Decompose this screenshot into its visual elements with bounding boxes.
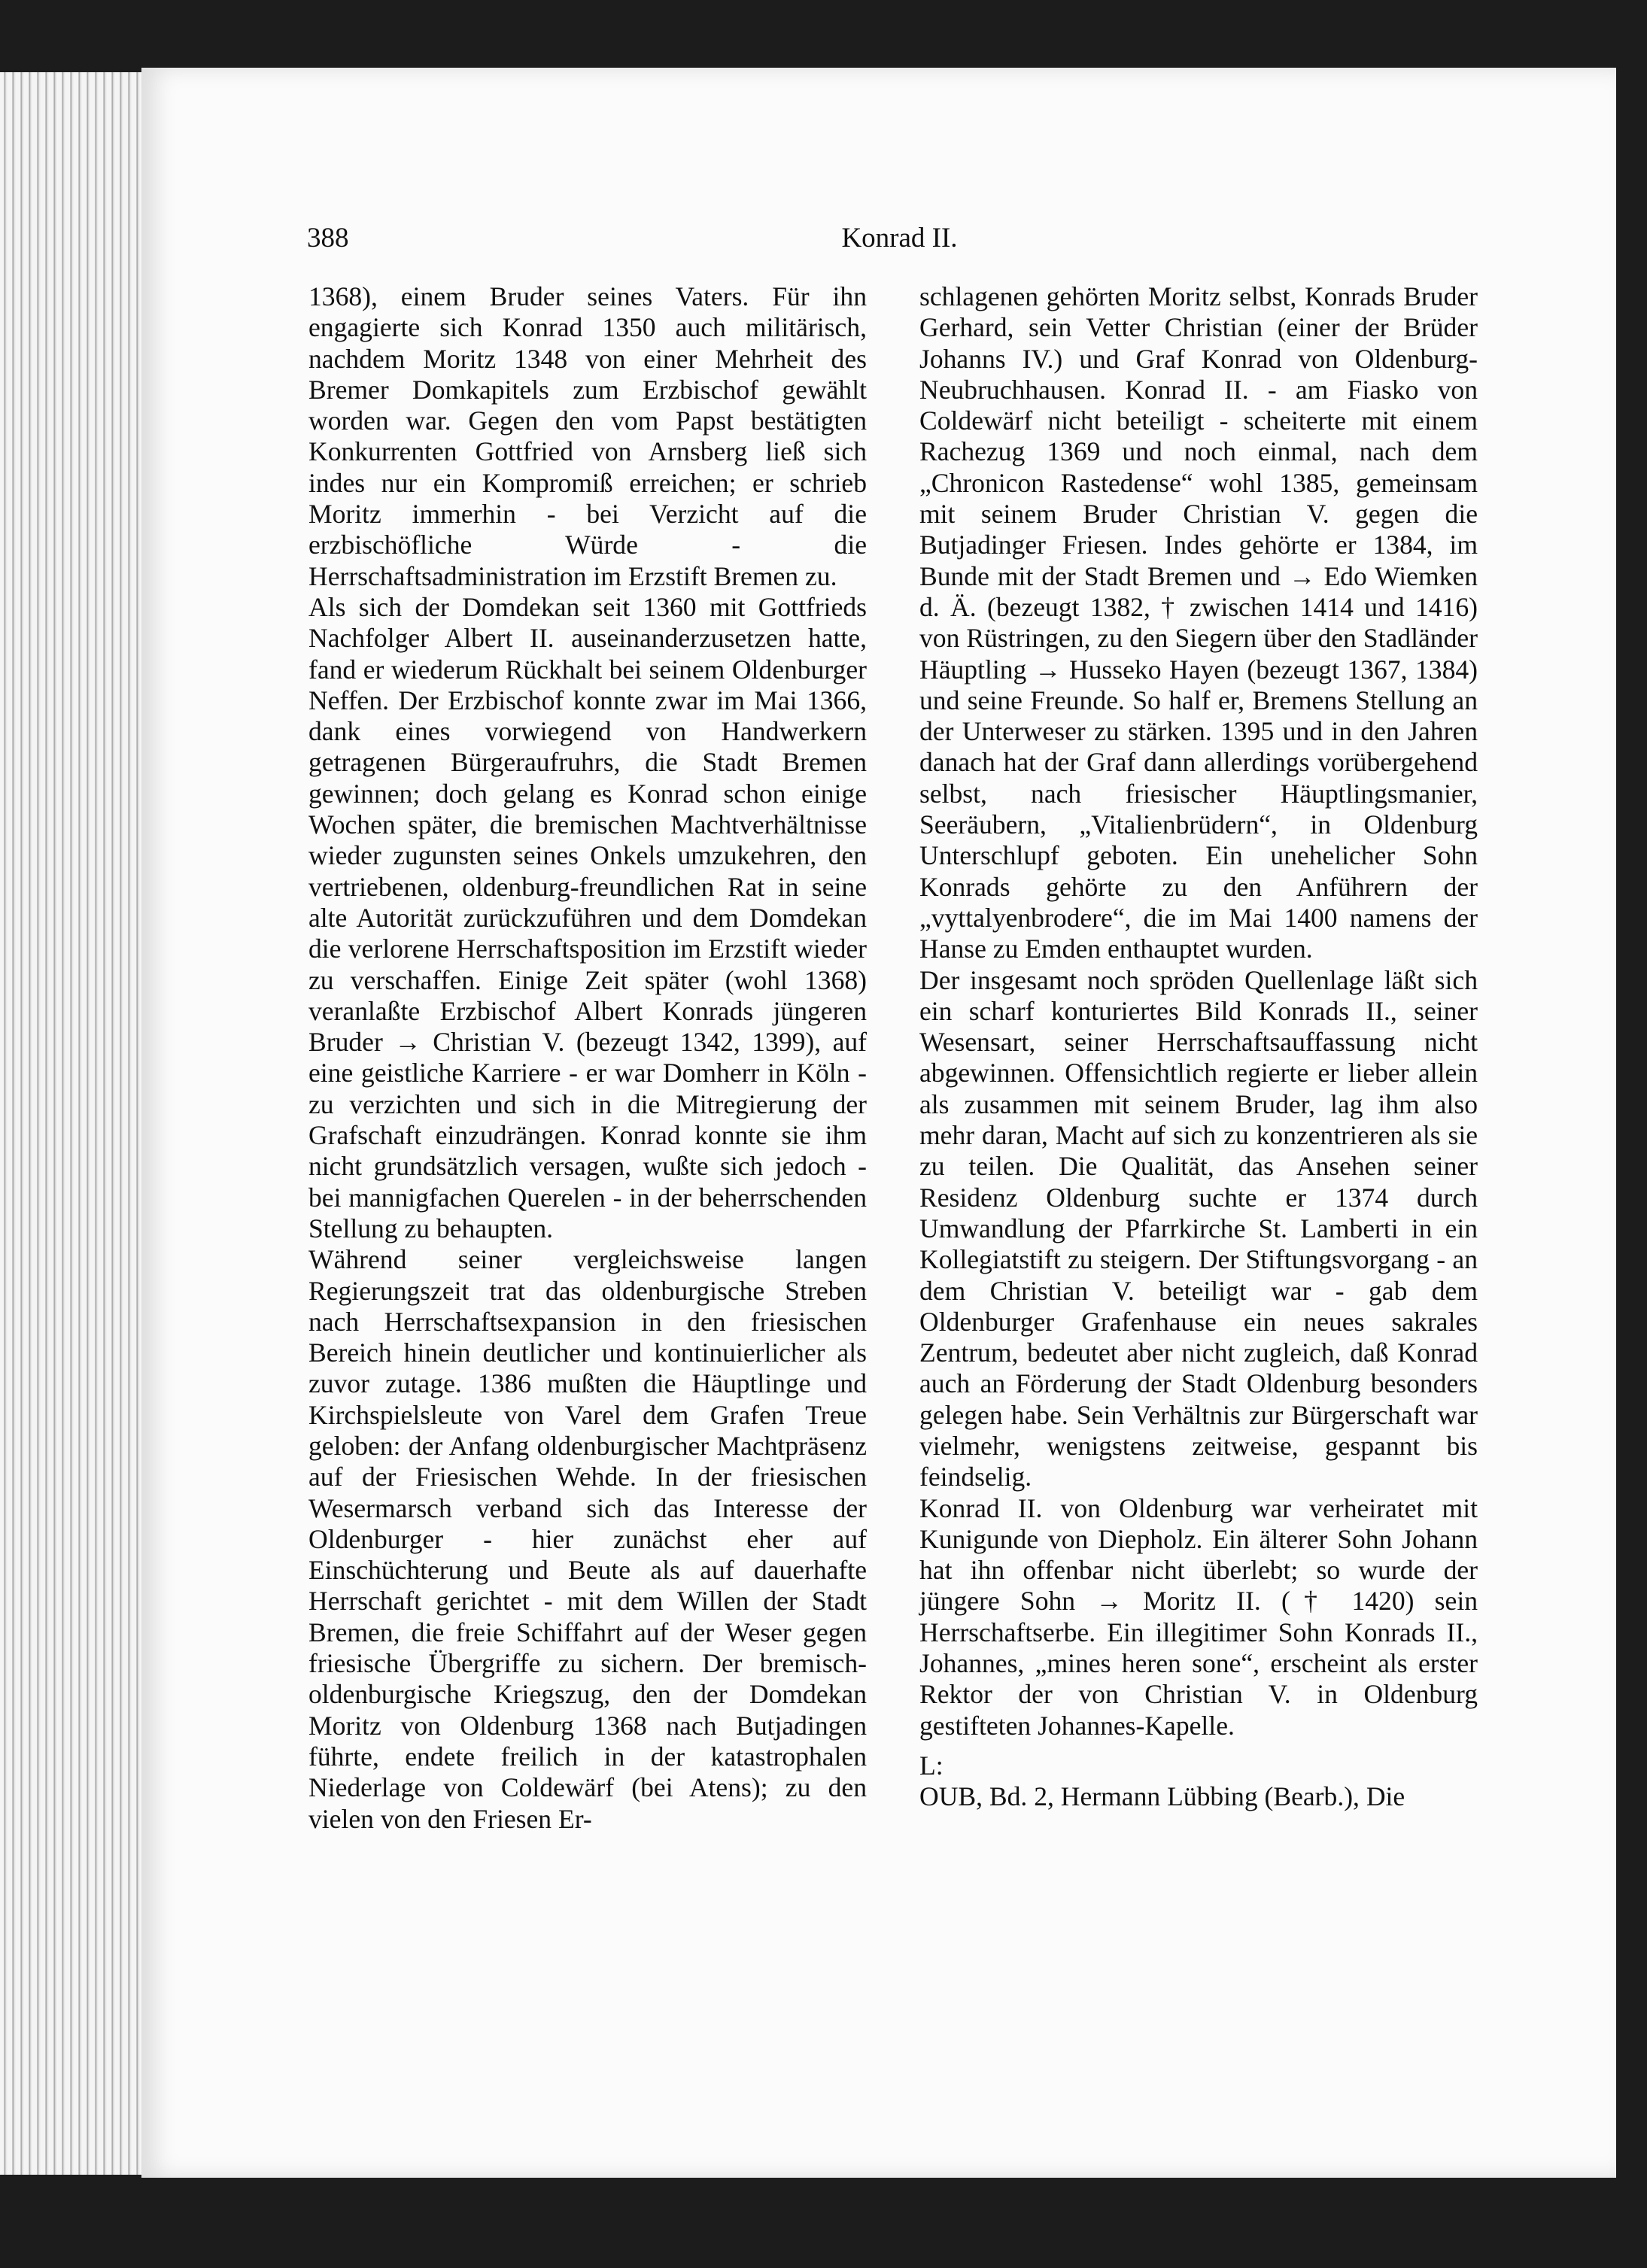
paragraph: Als sich der Domdekan seit 1360 mit Gottfrieds Nachfolger Albert II. auseinanderzusetzen hatte, fand er wiederum Rückhalt bei seinem Oldenburger Neffen. Der Erzbischof konnte zwar im Mai 1366, dank eines vorwiegend von Handwerkern getragenen Bürgeraufruhrs, die Stadt Bremen gewinnen; doch gelang es Konrad schon einige Wochen später, die bremischen Machtverhältnisse wieder zugunsten seines Onkels umzukehren, den vertriebenen, oldenburg-freundlichen Rat in seine alte Autorität zurückzuführen und dem Domdekan die verlorene Herrschaftsposition im Erzstift wieder zu verschaffen. Einige Zeit später (wohl 1368) veranlaßte Erzbischof Albert Konrads jüngeren Bruder → Christian V. (bezeugt 1342, 1399), auf eine geistliche Karriere - er war Domherr in Köln - zu verzichten und sich in die Mitregierung der Grafschaft einzudrängen. Konrad konnte sie ihm nicht grundsätzlich versagen, wußte sich jedoch - bei mannigfachen Querelen - in der beherrschenden Stellung zu behaupten. bbox=[308, 591, 867, 1243]
literature-label: L: bbox=[919, 1750, 944, 1781]
left-column bbox=[308, 281, 867, 1835]
running-title: Konrad II. bbox=[841, 223, 958, 254]
page-number: 388 bbox=[307, 223, 349, 254]
paragraph: Konrad II. von Oldenburg war verheiratet mit Kunigunde von Diepholz. Ein älterer Sohn Johann hat ihn offenbar nicht überlebt; so wurde der jüngere Sohn → Moritz II. († 1420) sein Herrschaftserbe. Ein illegitimer Sohn Konrads II., Johannes, „mines heren sone“, erscheint als erster Rektor der von Christian V. in Oldenburg gestifteten Johannes-Kapelle. bbox=[919, 1492, 1478, 1741]
right-column bbox=[919, 281, 1478, 1813]
literature-entry: OUB, Bd. 2, Hermann Lübbing (Bearb.), Die bbox=[919, 1781, 1405, 1812]
page-header bbox=[307, 222, 1492, 260]
paragraph: schlagenen gehörten Moritz selbst, Konrads Bruder Gerhard, sein Vetter Christian (einer der Brüder Johanns IV.) und Graf Konrad von Oldenburg-Neubruchhausen. Konrad II. - am Fiasko von Coldewärf nicht beteiligt - scheiterte mit einem Rachezug 1369 und noch einmal, nach dem „Chronicon Rastedense“ wohl 1385, gemeinsam mit seinem Bruder Christian V. gegen die Butjadinger Friesen. Indes gehörte er 1384, im Bunde mit der Stadt Bremen und → Edo Wiemken d. Ä. (bezeugt 1382, † zwischen 1414 und 1416) von Rüstringen, zu den Siegern über den Stadländer Häuptling → Husseko Hayen (bezeugt 1367, 1384) und seine Freunde. So half er, Bremens Stellung an der Unterweser zu stärken. 1395 und in den Jahren danach hat der Graf dann allerdings vorübergehend selbst, nach friesischer Häuptlingsmanier, Seeräubern, „Vitalienbrüdern“, in Oldenburg Unterschlupf geboten. Ein unehelicher Sohn Konrads gehörte zu den Anführern der „vyttalyenbrodere“, die im Mai 1400 namens der Hanse zu Emden enthauptet wurden. bbox=[919, 281, 1478, 964]
paragraph: Während seiner vergleichsweise langen Regierungszeit trat das oldenburgische Streben nach Herrschaftsexpansion in den friesischen Bereich hinein deutlicher und kontinuierlicher als zuvor zutage. 1386 mußten die Häuptlinge und Kirchspielsleute von Varel dem Grafen Treue geloben: der Anfang oldenburgischer Machtpräsenz auf der Friesischen Wehde. In der friesischen Wesermarsch verband sich das Interesse der Oldenburger - hier zunächst eher auf Einschüchterung und Beute als auf dauerhafte Herrschaft gerichtet - mit dem Willen der Stadt Bremen, die freie Schiffahrt auf der Weser gegen friesische Übergriffe zu sichern. Der bremisch-oldenburgische Kriegszug, den der Domdekan Moritz von Oldenburg 1368 nach Butjadingen führte, endete freilich in der katastrophalen Niederlage von Coldewärf (bei Atens); zu den vielen von den Friesen Er- bbox=[308, 1244, 867, 1834]
paragraph: 1368), einem Bruder seines Vaters. Für ihn engagierte sich Konrad 1350 auch militärisch, nachdem Moritz 1348 von einer Mehrheit des Bremer Domkapitels zum Erzbischof gewählt worden war. Gegen den vom Papst bestätigten Konkurrenten Gottfried von Arnsberg ließ sich indes nur ein Kompromiß erreichen; er schrieb Moritz immerhin - bei Verzicht auf die erzbischöfliche Würde - die Herrschaftsadministration im Erzstift Bremen zu. bbox=[308, 281, 867, 591]
paragraph: Der insgesamt noch spröden Quellenlage läßt sich ein scharf konturiertes Bild Konrads II., seiner Wesensart, seiner Herrschaftsauffassung nicht abgewinnen. Offensichtlich regierte er lieber allein als zusammen mit seinem Bruder, lag ihm also mehr daran, Macht auf sich zu konzentrieren als sie zu teilen. Die Qualität, das Ansehen seiner Residenz Oldenburg suchte er 1374 durch Umwandlung der Pfarrkirche St. Lamberti in ein Kollegiatstift zu steigern. Der Stiftungsvorgang - an dem Christian V. beteiligt war - gab dem Oldenburger Grafenhause ein neues sakrales Zentrum, bedeutet aber nicht zugleich, daß Konrad auch an Förderung der Stadt Oldenburg besonders gelegen habe. Sein Verhältnis zur Bürgerschaft war vielmehr, wenigstens zeitweise, gespannt bis feindselig. bbox=[919, 964, 1478, 1492]
book-page-edges bbox=[0, 72, 143, 2175]
